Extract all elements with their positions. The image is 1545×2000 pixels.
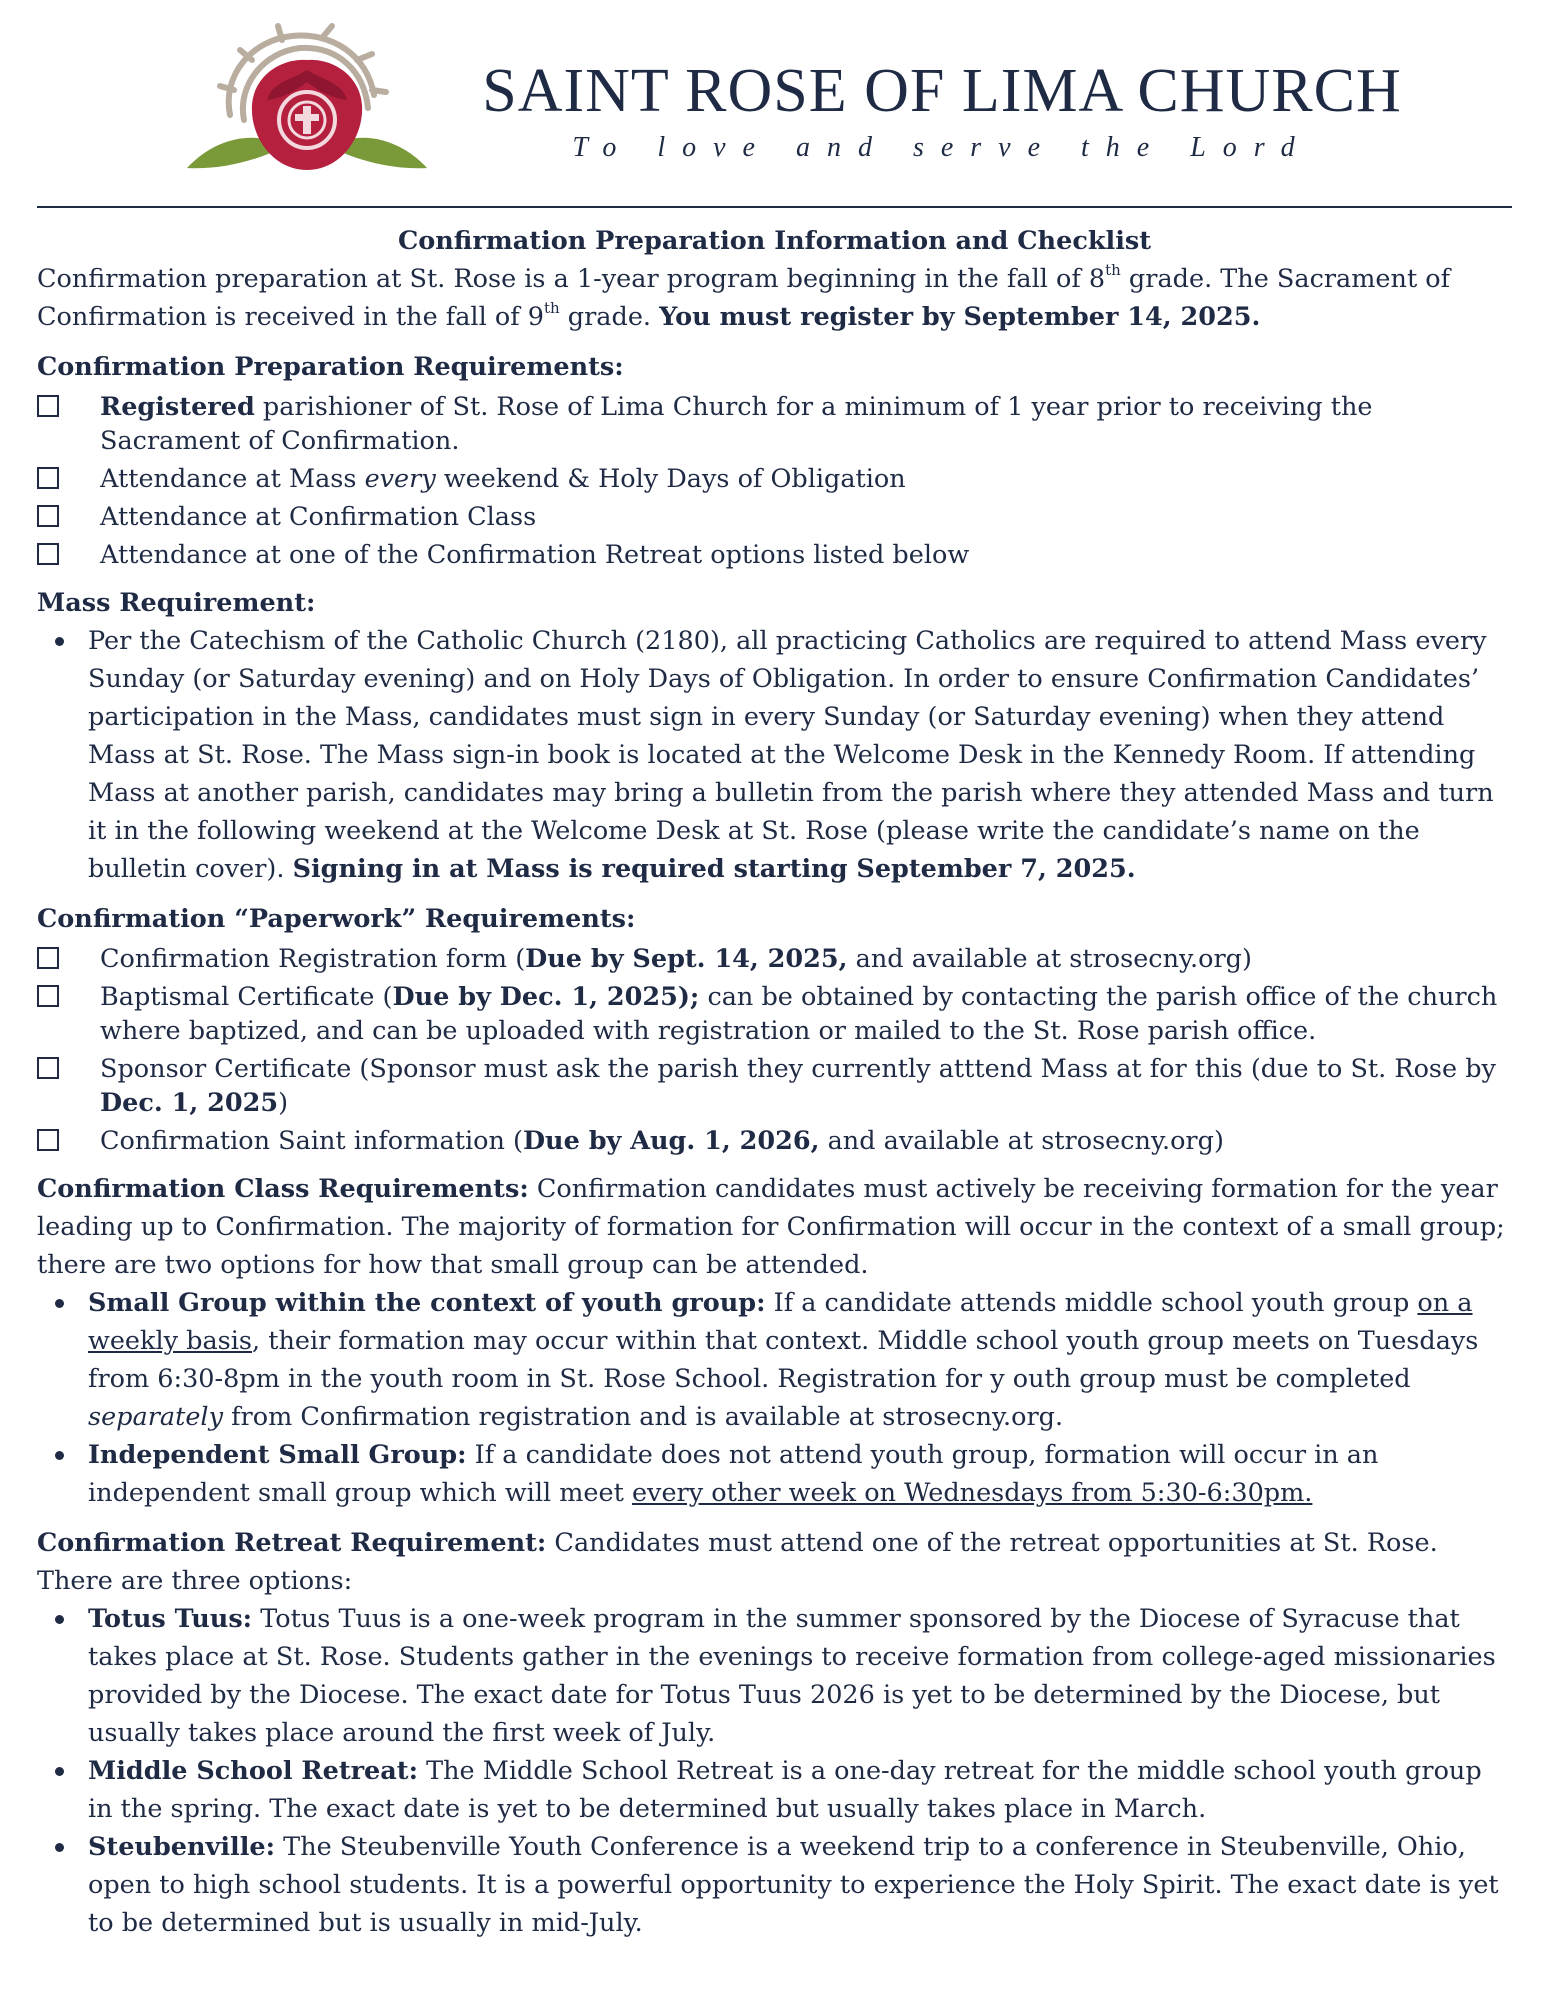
list-item: Small Group within the context of youth group: If a candidate attends middle school youth group on a weekly basis, their formation may occur within that context. Middle school youth group meets on Tuesdays from 6:30-8pm in the youth room in St. Rose School. Registration for y outh group must be completed separately from Confirmation registration and is available at strosecny.org. [37,1284,1512,1436]
document-body [37,222,1512,1942]
checkbox-icon[interactable] [37,985,59,1007]
intro-paragraph: Confirmation preparation at St. Rose is a 1-year program beginning in the fall of 8th grade. The Sacrament of Confirmation is received in the fall of 9th grade. You must register by September 14, 2025. [37,260,1451,332]
checklist-item: Confirmation Saint information (Due by Aug. 1, 2026, and available at strosecny.org) [37,1124,1512,1158]
list-item: Middle School Retreat: The Middle School Retreat is a one-day retreat for the middle school youth group in the spring. The exact date is yet to be determined but usually takes place in March. [37,1752,1512,1828]
list-item: Totus Tuus: Totus Tuus is a one-week program in the summer sponsored by the Diocese of Syracuse that takes place at St. Rose. Students gather in the evenings to receive formation from college-aged missionaries provided by the Diocese. The exact date for Totus Tuus 2026 is yet to be determined by the Diocese, but usually takes place around the first week of July. [37,1600,1512,1752]
mass-heading: Mass Requirement: [37,588,316,618]
retreat-list [37,1600,1512,1942]
letterhead [37,0,1512,206]
document-page [37,0,1512,1942]
rose-logo-icon [182,20,432,190]
checkbox-icon[interactable] [37,505,59,527]
checkbox-icon[interactable] [37,467,59,489]
tagline: To love and serve the Lord [572,132,1312,163]
requirements-heading: Confirmation Preparation Requirements: [37,352,624,382]
church-name: SAINT ROSE OF LIMA CHURCH [482,57,1402,125]
document-heading: Confirmation Preparation Information and Checklist [397,226,1152,256]
retreat-paragraph: Confirmation Retreat Requirement: Candidates must attend one of the retreat opportunities at St. Rose. There are three options: [37,1528,1438,1596]
mass-list [37,622,1512,888]
class-list [37,1284,1512,1512]
checkbox-icon[interactable] [37,1057,59,1079]
checkbox-icon[interactable] [37,947,59,969]
checklist-item: Sponsor Certificate (Sponsor must ask the parish they currently atttend Mass at for this (due to St. Rose by Dec. 1, 2025) [37,1052,1512,1120]
list-item: Independent Small Group: If a candidate does not attend youth group, formation will occur in an independent small group which will meet every other week on Wednesdays from 5:30-6:30pm. [37,1436,1512,1512]
list-item: Per the Catechism of the Catholic Church (2180), all practicing Catholics are required to attend Mass every Sunday (or Saturday evening) and on Holy Days of Obligation. In order to ensure Confirmation Candidates’ participation in the Mass, candidates must sign in every Sunday (or Saturday evening) when they attend Mass at St. Rose. The Mass sign-in book is located at the Welcome Desk in the Kennedy Room. If attending Mass at another parish, candidates may bring a bulletin from the parish where they attended Mass and turn it in the following weekend at the Welcome Desk at St. Rose (please write the candidate’s name on the bulletin cover). Signing in at Mass is required starting September 7, 2025. [37,622,1512,888]
paperwork-heading: Confirmation “Paperwork” Requirements: [37,904,636,934]
checklist-item: Confirmation Registration form (Due by Sept. 14, 2025, and available at strosecny.org) [37,942,1512,976]
checklist-item: Attendance at Confirmation Class [37,500,1512,534]
checkbox-icon[interactable] [37,1129,59,1151]
requirements-checklist [37,390,1512,572]
checklist-item: Baptismal Certificate (Due by Dec. 1, 2025); can be obtained by contacting the parish office of the church where baptized, and can be uploaded with registration or mailed to the St. Rose parish office. [37,980,1512,1048]
list-item: Steubenville: The Steubenville Youth Conference is a weekend trip to a conference in Steubenville, Ohio, open to high school students. It is a powerful opportunity to experience the Holy Spirit. The exact date is yet to be determined but is usually in mid-July. [37,1828,1512,1942]
paperwork-checklist [37,942,1512,1158]
checklist-item: Registered parishioner of St. Rose of Lima Church for a minimum of 1 year prior to receiving the Sacrament of Confirmation. [37,390,1512,458]
checkbox-icon[interactable] [37,395,59,417]
checklist-item: Attendance at Mass every weekend & Holy Days of Obligation [37,462,1512,496]
class-paragraph: Confirmation Class Requirements: Confirmation candidates must actively be receiving formation for the year leading up to Confirmation. The majority of formation for Confirmation will occur in the context of a small group; there are two options for how that small group can be attended. [37,1174,1505,1280]
checkbox-icon[interactable] [37,543,59,565]
checklist-item: Attendance at one of the Confirmation Retreat options listed below [37,538,1512,572]
divider [37,206,1512,208]
